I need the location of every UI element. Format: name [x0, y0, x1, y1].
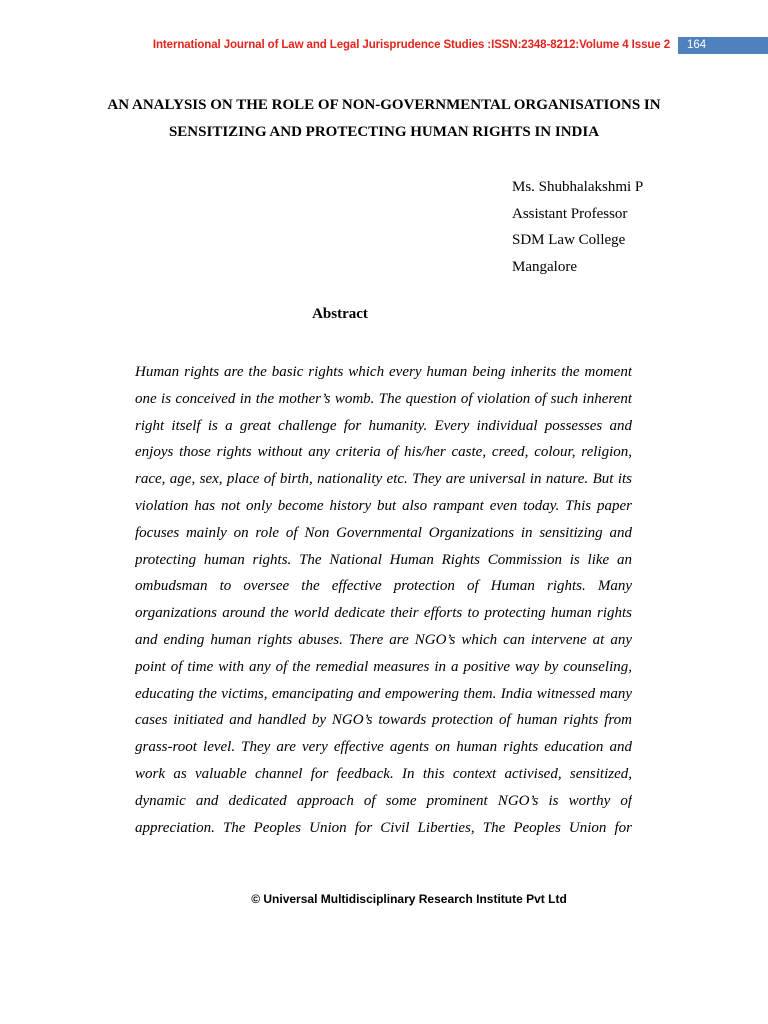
page-footer — [0, 892, 768, 906]
author-institution: SDM Law College — [512, 232, 626, 248]
abstract-heading: Abstract — [312, 306, 368, 322]
abstract-body — [135, 359, 632, 841]
title-line-2: SENSITIZING AND PROTECTING HUMAN RIGHTS IN INDIA — [168, 124, 600, 140]
author-block — [512, 174, 643, 280]
abstract-line: organizations around the world dedicate their efforts to protecting human rights — [135, 605, 632, 622]
author-city: Mangalore — [512, 258, 577, 275]
author-name: Ms. Shubhalakshmi P — [512, 179, 644, 195]
abstract-line: violation has not only become history but also rampant even today. This paper — [135, 497, 632, 514]
abstract-line: appreciation. The Peoples Union for Civil Liberties, The Peoples Union for — [135, 819, 632, 836]
journal-citation: International Journal of Law and Legal Jurisprudence Studies :ISSN:2348-8212:Volume 4 Issue 2 — [152, 39, 670, 51]
paper-title — [0, 92, 768, 146]
abstract-line: dynamic and dedicated approach of some prominent NGO’s is worthy of — [135, 792, 632, 809]
abstract-line: right itself is a great challenge for humanity. Every individual possesses and — [135, 417, 632, 434]
abstract-line: point of time with any of the remedial measures in a positive way by counseling, — [135, 658, 632, 675]
abstract-line: and ending human rights abuses. There are NGO’s which can intervene at any — [135, 631, 632, 648]
page-number-badge — [678, 37, 768, 54]
abstract-line: one is conceived in the mother’s womb. The question of violation of such inherent — [135, 390, 632, 407]
abstract-line: race, age, sex, place of birth, nationality etc. They are universal in nature. But its — [135, 471, 632, 488]
page-number: 164 — [687, 39, 707, 51]
abstract-line: cases initiated and handled by NGO’s towards protection of human rights from — [135, 712, 632, 729]
title-line-1: AN ANALYSIS ON THE ROLE OF NON-GOVERNMENTAL ORGANISATIONS IN — [107, 97, 661, 113]
page-header — [0, 37, 768, 57]
abstract-line: focuses mainly on role of Non Governmental Organizations in sensitizing and — [135, 524, 632, 541]
abstract-line: educating the victims, emancipating and empowering them. India witnessed many — [135, 685, 632, 702]
copyright-notice: © Universal Multidisciplinary Research Institute Pvt Ltd — [251, 892, 567, 906]
abstract-line: grass-root level. They are very effective agents on human rights education and — [135, 739, 632, 756]
abstract-line: Human rights are the basic rights which every human being inherits the moment — [135, 364, 632, 380]
abstract-line: work as valuable channel for feedback. In this context activised, sensitized, — [135, 765, 632, 782]
author-position: Assistant Professor — [512, 205, 628, 222]
abstract-line: ombudsman to oversee the effective protection of Human rights. Many — [135, 578, 632, 595]
abstract-line: protecting human rights. The National Human Rights Commission is like an — [135, 551, 632, 568]
abstract-line: enjoys those rights without any criteria of his/her caste, creed, colour, religion, — [135, 444, 632, 461]
